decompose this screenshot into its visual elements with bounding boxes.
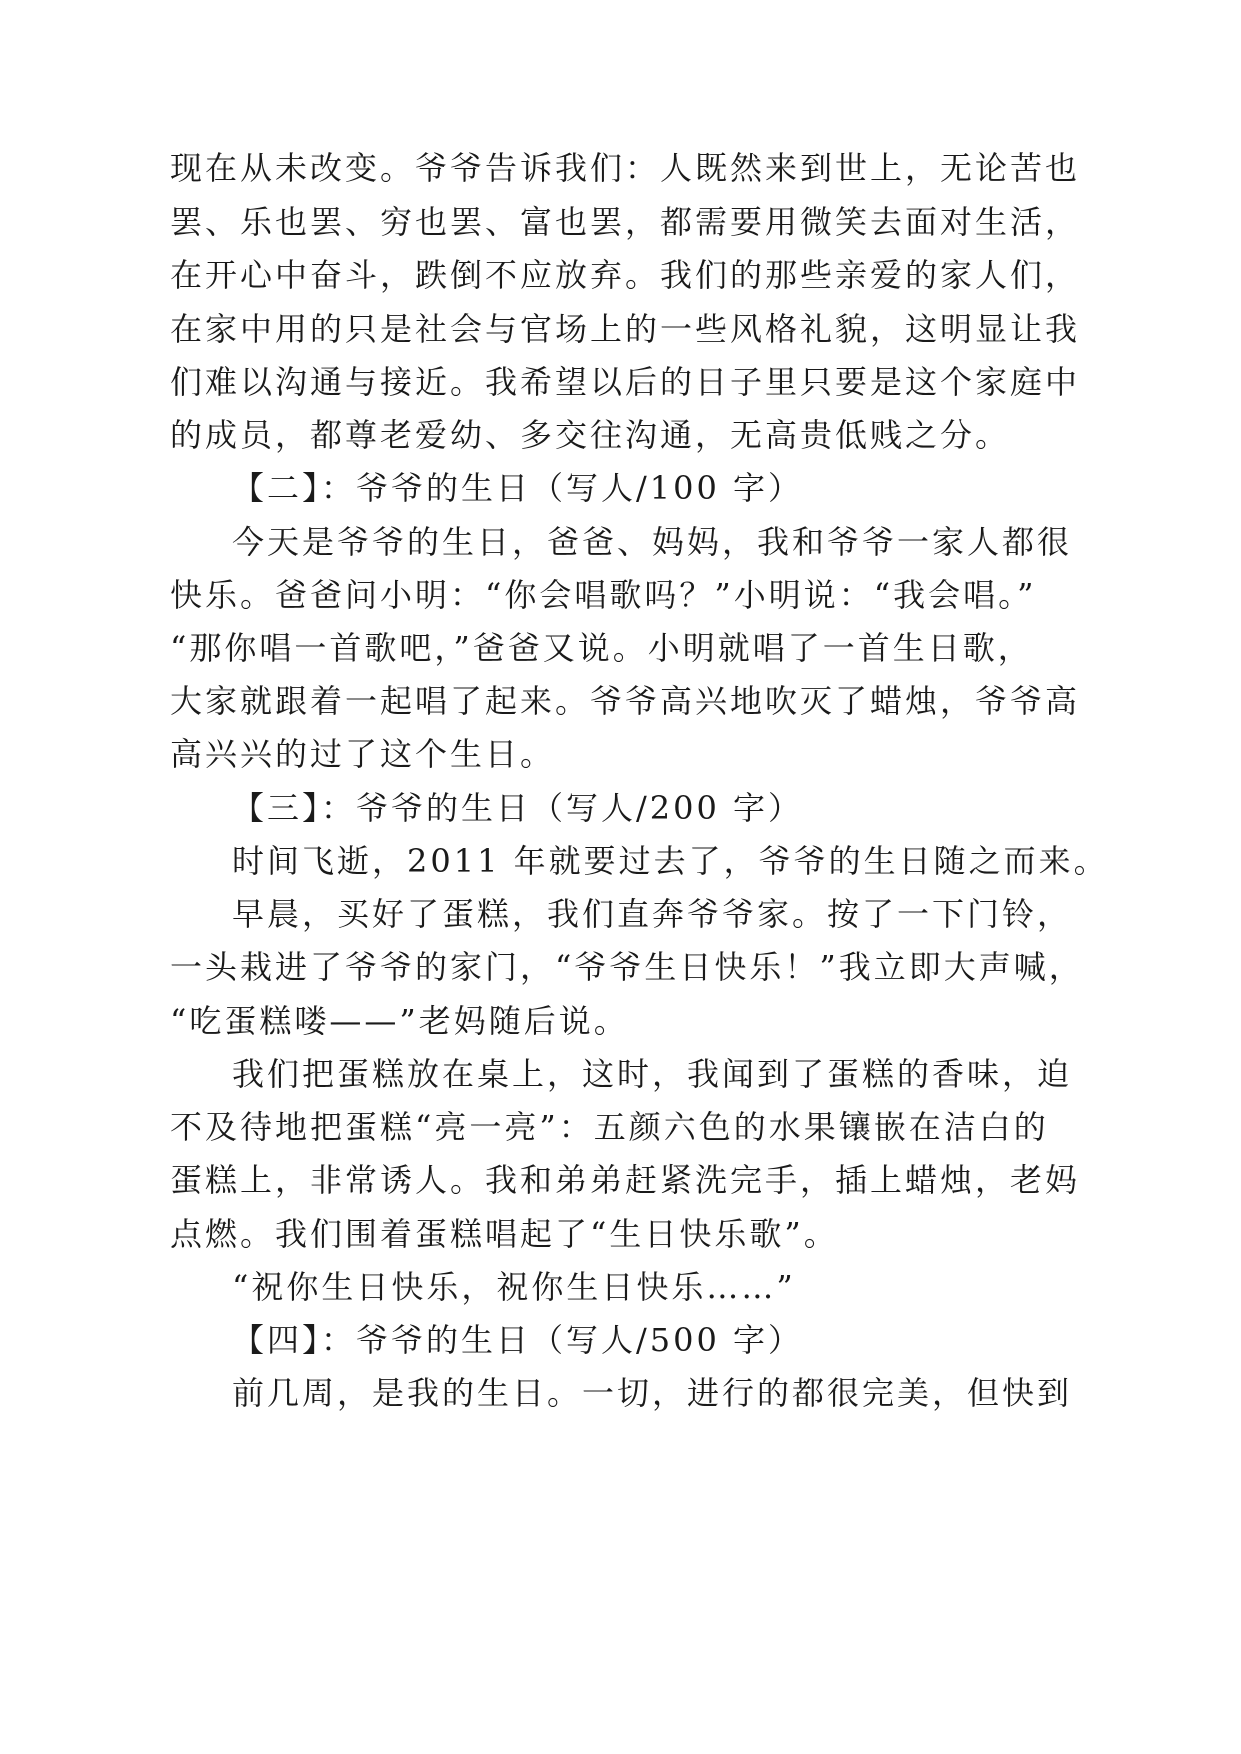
section-heading: 【三】：爷爷的生日（写人/200 字）: [232, 789, 804, 827]
text-line: 不及待地把蛋糕“亮一亮”：五颜六色的水果镶嵌在洁白的: [170, 1108, 1049, 1146]
text-line: 在家中用的只是社会与官场上的一些风格礼貌，这明显让我: [170, 310, 1081, 348]
text-line: 前几周，是我的生日。一切，进行的都很完美，但快到: [232, 1374, 1073, 1412]
text-line: 高兴兴的过了这个生日。: [170, 735, 556, 773]
text-line: 点燃。我们围着蛋糕唱起了“生日快乐歌”。: [170, 1215, 839, 1253]
text-line: 在开心中奋斗，跌倒不应放弃。我们的那些亲爱的家人们，: [170, 256, 1081, 294]
text-line: 的成员，都尊老爱幼、多交往沟通，无高贵低贱之分。: [170, 416, 1011, 454]
text-line: 今天是爷爷的生日，爸爸、妈妈，我和爷爷一家人都很: [232, 523, 1073, 561]
text-line: 罢、乐也罢、穷也罢、富也罢，都需要用微笑去面对生活，: [170, 203, 1081, 241]
text-line: 一头栽进了爷爷的家门，“爷爷生日快乐！”我立即大声喊，: [170, 948, 1084, 986]
text-line: 蛋糕上，非常诱人。我和弟弟赶紧洗完手，插上蜡烛，老妈: [170, 1161, 1081, 1199]
text-line: 大家就跟着一起唱了起来。爷爷高兴地吹灭了蜡烛，爷爷高: [170, 682, 1081, 720]
section-heading: 【二】：爷爷的生日（写人/100 字）: [232, 469, 804, 507]
text-line: 们难以沟通与接近。我希望以后的日子里只要是这个家庭中: [170, 363, 1081, 401]
text-line: 时间飞逝，2011 年就要过去了，爷爷的生日随之而来。: [232, 842, 1109, 880]
text-line: “吃蛋糕喽——”老妈随后说。: [170, 1002, 629, 1040]
text-line: 现在从未改变。爷爷告诉我们：人既然来到世上，无论苦也: [170, 149, 1081, 187]
text-line: 早晨，买好了蛋糕，我们直奔爷爷家。按了一下门铃，: [232, 895, 1073, 933]
text-line: 快乐。爸爸问小明：“你会唱歌吗？”小明说：“我会唱。”: [170, 576, 1037, 614]
text-line: “那你唱一首歌吧，”爸爸又说。小明就唱了一首生日歌，: [170, 629, 1033, 667]
text-line: 我们把蛋糕放在桌上，这时，我闻到了蛋糕的香味，迫: [232, 1055, 1073, 1093]
text-line: “祝你生日快乐，祝你生日快乐……”: [232, 1268, 796, 1306]
section-heading: 【四】：爷爷的生日（写人/500 字）: [232, 1321, 804, 1359]
